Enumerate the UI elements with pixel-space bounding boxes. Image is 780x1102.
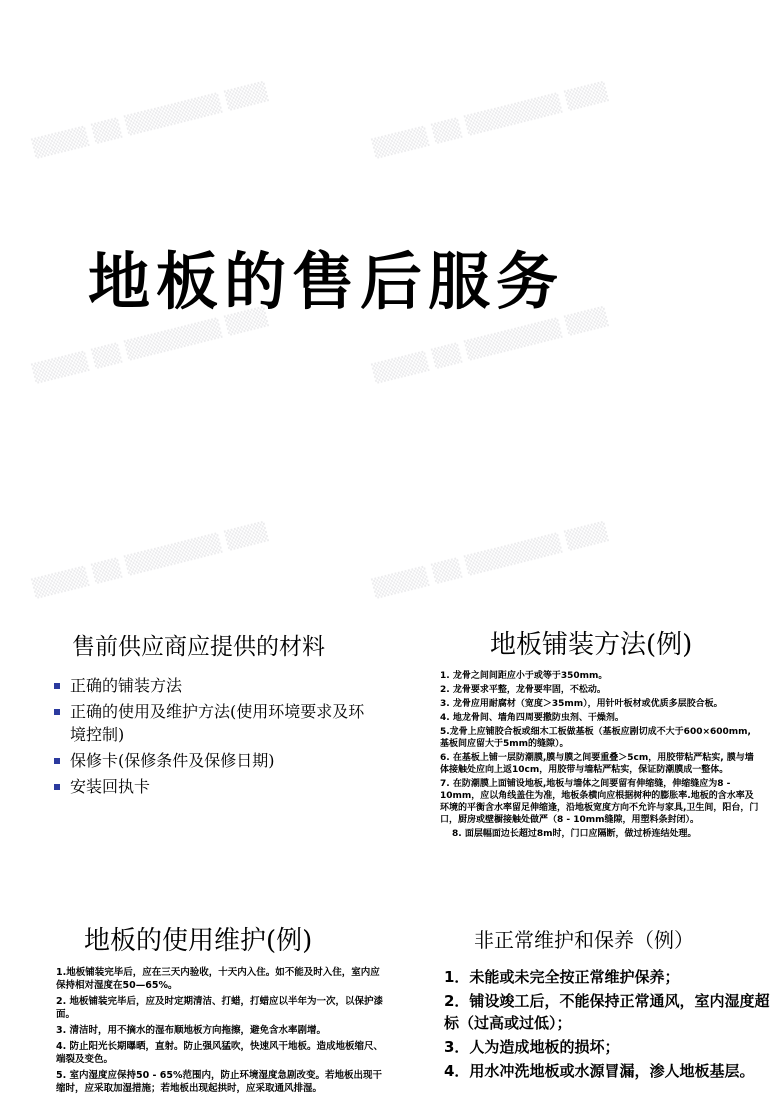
list-item: 1. 龙骨之间间距应小于或等于350mm。 xyxy=(440,671,608,681)
watermark: ▒▒▒▒ ▒▒ ▒▒▒▒▒▒▒ ▒▒▒ xyxy=(371,521,610,600)
list-item: 3．人为造成地板的损坏； xyxy=(444,1038,620,1056)
list-item: 5. 室内湿度应保持50 - 65%范围内，防止环境湿度急剧改变。若地板出现干缩时，应采取加湿措施；若地板出现起拱时，应采取通风排湿。 xyxy=(56,1070,383,1094)
list-item: 3. 龙骨应用耐腐材（宽度＞35mm），用针叶板材或优质多层胶合板。 xyxy=(440,699,723,709)
list-item: 4. 防止阳光长期曝晒，直射。防止强风猛吹，快速风干地板。造成地板缩尺、端裂及变色。 xyxy=(56,1041,384,1065)
material-list xyxy=(50,674,380,801)
watermark: ▒▒▒▒ ▒▒ ▒▒▒▒▒▒▒ ▒▒▒ xyxy=(371,81,610,160)
cover-title: 地板的售后服务 xyxy=(88,245,565,318)
list-item: 3. 清洁时，用不摘水的湿布顺地板方向拖擦，避免含水率剧增。 xyxy=(56,1025,327,1036)
slide-title: 地板的使用维护(例) xyxy=(84,926,313,956)
slide-abnormal-maintenance xyxy=(390,900,780,1102)
square-bullet-icon xyxy=(54,758,60,764)
list-item: 1.地板铺装完毕后，应在三天内验收，十天内入住。如不能及时入住，室内应保持相对湿度在50—65%。 xyxy=(56,967,380,991)
slide-presale-materials xyxy=(0,602,390,896)
slide-title: 售前供应商应提供的材料 xyxy=(72,634,325,660)
watermark: ▒▒▒▒ ▒▒ ▒▒▒▒▒▒▒ ▒▒▒ xyxy=(371,306,610,385)
list-item: 7. 在防潮膜上面铺设地板,地板与墙体之间要留有伸缩缝，伸缩缝应为8 - 10mm，应以角线盖住为准，地板条横向应根据树种的膨胀率.地板的含水率及环境的平衡含水率留足伸缩逢，沿地板宽度方向不允许与家具,卫生间，阳台，门口，厨房或壁橱接触处做严（8 - 10mm缝隙，用塑料条封闭）。 xyxy=(440,779,759,825)
list-item: 2. 地板铺装完毕后，应及时定期清洁、打蜡，打蜡应以半年为一次，以保护漆面。 xyxy=(56,996,384,1020)
installation-steps xyxy=(440,670,760,842)
watermark: ▒▒▒▒ ▒▒ ▒▒▒▒▒▒▒ ▒▒▒ xyxy=(31,521,270,600)
list-item: 2．铺设竣工后，不能保持正常通风，室内湿度超标（过高或过低）； xyxy=(444,992,770,1032)
list-item: 安装回执卡 xyxy=(50,775,380,798)
list-item: 保修卡(保修条件及保修日期) xyxy=(50,749,380,772)
list-item: 2. 龙骨要求平整，龙骨要牢固，不松动。 xyxy=(440,685,606,695)
slide-usage-maintenance xyxy=(0,900,390,1102)
list-item: 正确的铺装方法 xyxy=(50,674,380,697)
slide-title: 地板铺装方法(例) xyxy=(490,630,693,660)
abnormal-list xyxy=(444,966,770,1084)
list-item: 6. 在基板上铺一层防潮膜,膜与膜之间要重叠＞5cm，用胶带粘严粘实, 膜与墙体接触处应向上返10cm，用胶带与墙粘严粘实，保证防潮膜成一整体。 xyxy=(440,753,754,775)
square-bullet-icon xyxy=(54,683,60,689)
watermark: ▒▒▒▒ ▒▒ ▒▒▒▒▒▒▒ ▒▒▒ xyxy=(31,306,270,385)
list-item: 1．未能或未完全按正常维护保养； xyxy=(444,968,680,986)
square-bullet-icon xyxy=(54,784,60,790)
list-item: 5.龙骨上应铺胶合板或细木工板做基板（基板应剧切成不大于600×600mm, 基板间应留大于5mm的缝隙）。 xyxy=(440,727,751,749)
list-item: 8. 面层幅面边长超过8m时，门口应隔断，做过桥连结处理。 xyxy=(452,829,697,839)
list-item: 正确的使用及维护方法(使用环境要求及环境控制) xyxy=(50,700,380,746)
slide-title: 非正常维护和保养（例） xyxy=(474,928,694,952)
square-bullet-icon xyxy=(54,709,60,715)
maintenance-list xyxy=(56,966,386,1098)
watermark: ▒▒▒▒ ▒▒ ▒▒▒▒▒▒▒ ▒▒▒ xyxy=(31,81,270,160)
list-item: 4. 地龙骨间、墙角四周要撒防虫剂、干燥剂。 xyxy=(440,713,624,723)
slide-installation-method xyxy=(390,602,780,896)
list-item: 4．用水冲洗地板或水源冒漏，渗人地板基层。 xyxy=(444,1062,755,1080)
